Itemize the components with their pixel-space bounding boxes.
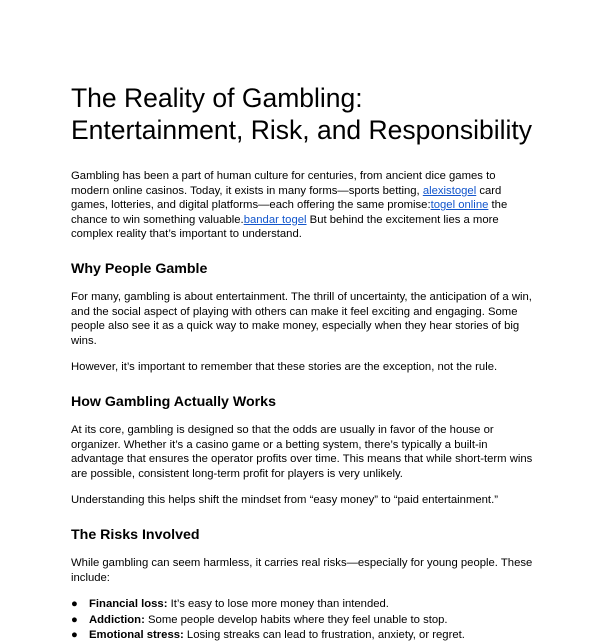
list-item <box>71 613 536 629</box>
link-alexistogel[interactable]: alexistogel <box>422 184 477 197</box>
intro-text-2: card games, lotteries, and digital platforms—each offering the same promise: <box>71 184 502 212</box>
intro-text-1: Gambling has been a part of human culture for centuries, from ancient dice games to modern online casinos. Today, it exists in many forms—sports betting, <box>71 170 496 197</box>
link-bandar-togel[interactable]: bandar togel <box>243 213 307 226</box>
list-item <box>71 628 536 644</box>
heading-risks-involved: The Risks Involved <box>71 526 200 543</box>
list-item-label: Addiction: <box>89 613 145 626</box>
intro-text-4: But behind the excitement lies a more complex reality that’s important to understand. <box>71 213 499 241</box>
how-paragraph-1: At its core, gambling is designed so that the odds are usually in favor of the house or organizer. Whether it’s a casino game or a betting system, there’s typically a built-in advantage that ensures the operator profits over time. This means that while short-term wins are possible, consistent long-term profit for players is very unlikely. <box>71 423 533 480</box>
list-item-text: It’s easy to lose more money than intended. <box>167 598 389 611</box>
list-item-text: Some people develop habits where they feel unable to stop. <box>144 613 448 626</box>
bullet-icon: ● <box>71 613 78 626</box>
list-item-label: Financial loss: <box>89 598 168 611</box>
document-title: The Reality of Gambling: Entertainment, Risk, and Responsibility <box>71 83 533 145</box>
list-item-text: Losing streaks can lead to frustration, anxiety, or regret. <box>183 629 465 642</box>
heading-how-gambling-works: How Gambling Actually Works <box>71 393 276 410</box>
bullet-icon: ● <box>71 598 78 611</box>
document-body <box>71 82 536 644</box>
risks-list <box>71 597 536 644</box>
list-item-label: Emotional stress: <box>89 629 184 642</box>
intro-text-3: the chance to win something valuable. <box>71 199 508 226</box>
link-togel-online[interactable]: togel online <box>430 199 489 212</box>
why-paragraph-1: For many, gambling is about entertainment. The thrill of uncertainty, the anticipation of a win, and the social aspect of playing with others can make it feel exciting and engaging. Some people also see it as a quick way to make money, especially when they hear stories of big wins. <box>71 290 532 347</box>
how-paragraph-2: Understanding this helps shift the mindset from “easy money” to “paid entertainment.” <box>71 494 498 507</box>
heading-why-people-gamble: Why People Gamble <box>71 260 208 277</box>
why-paragraph-2: However, it’s important to remember that these stories are the exception, not the rule. <box>71 361 498 374</box>
list-item <box>71 597 536 613</box>
risks-paragraph-1: While gambling can seem harmless, it carries real risks—especially for young people. These include: <box>71 556 533 584</box>
intro-paragraph <box>71 169 536 242</box>
bullet-icon: ● <box>71 629 78 642</box>
